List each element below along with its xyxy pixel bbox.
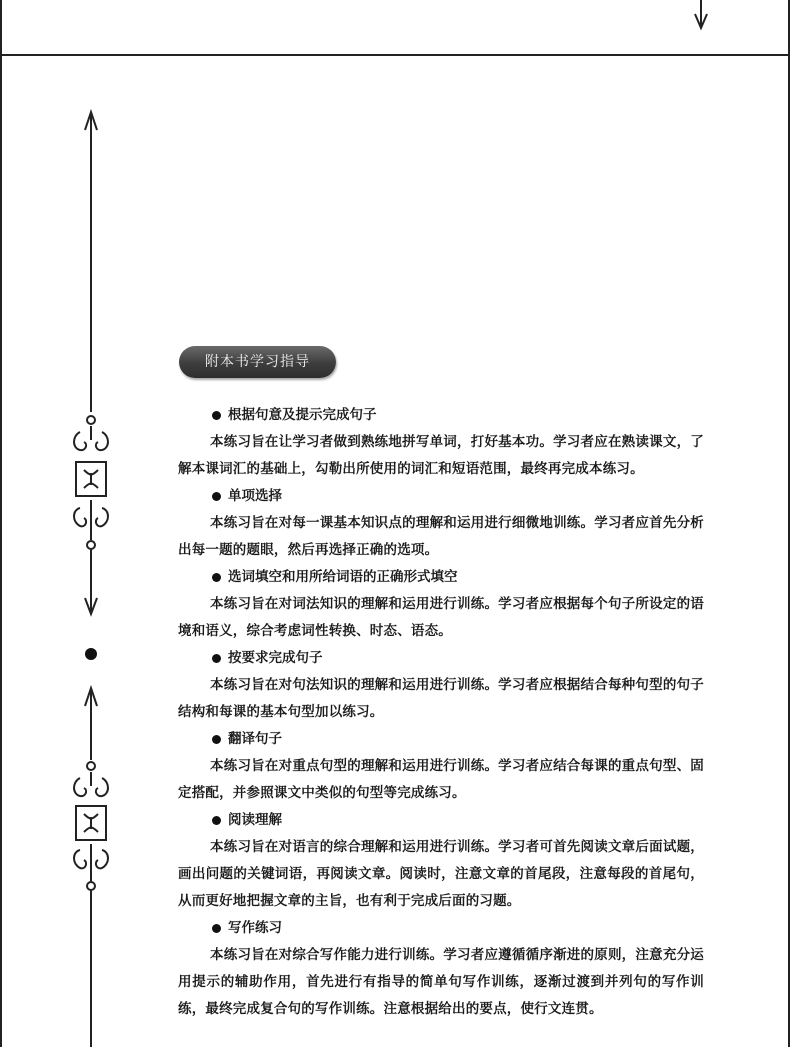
section-body: 本练习旨在对综合写作能力进行训练。学习者应遵循循序渐进的原则，注意充分运用提示的辅助作用，首先进行有指导的简单句写作训练，逐渐过渡到并列句的写作训练，最终完成复合句的写作训练。注意根据给出的要点，使行文连贯。 <box>178 947 704 1017</box>
section-title-text: 单项选择 <box>228 488 282 504</box>
center-dot-icon <box>85 648 97 660</box>
section-title <box>178 645 704 672</box>
guide-content <box>178 402 704 1023</box>
section-title <box>178 402 704 429</box>
guide-section <box>178 402 704 483</box>
guide-section <box>178 645 704 726</box>
section-title-text: 选词填空和用所给词语的正确形式填空 <box>228 569 458 585</box>
section-body: 本练习旨在对词法知识的理解和运用进行训练。学习者应根据每个句子所设定的语境和语义，综合考虑词性转换、时态、语态。 <box>178 596 704 639</box>
knot-motif-icon <box>74 426 108 540</box>
guide-section <box>178 807 704 915</box>
section-body: 本练习旨在对句法知识的理解和运用进行训练。学习者应根据结合每种句型的句子结构和每课的基本句型加以练习。 <box>178 677 704 720</box>
bullet-icon <box>212 654 221 663</box>
section-title <box>178 726 704 753</box>
section-title <box>178 807 704 834</box>
section-title-text: 按要求完成句子 <box>228 650 323 666</box>
guide-section <box>178 915 704 1023</box>
section-title <box>178 915 704 942</box>
section-title-text: 根据句意及提示完成句子 <box>228 407 377 423</box>
section-body: 本练习旨在对每一课基本知识点的理解和运用进行细微地训练。学习者应首先分析出每一题的题眼，然后再选择正确的选项。 <box>178 515 704 558</box>
vertical-rule-ornament <box>85 112 97 1047</box>
bullet-icon <box>212 573 221 582</box>
bullet-icon <box>212 735 221 744</box>
section-body: 本练习旨在让学习者做到熟练地拼写单词，打好基本功。学习者应在熟读课文，了解本课词汇的基础上，勾勒出所使用的词汇和短语范围，最终再完成本练习。 <box>178 434 704 477</box>
top-arrow-icon <box>695 0 707 28</box>
section-title <box>178 483 704 510</box>
section-title-text: 阅读理解 <box>228 812 282 828</box>
bullet-icon <box>212 411 221 420</box>
guide-section <box>178 564 704 645</box>
section-title-text: 写作练习 <box>228 920 282 936</box>
section-title <box>178 564 704 591</box>
section-heading-badge: 附本书学习指导 <box>179 346 336 378</box>
guide-section <box>178 483 704 564</box>
bullet-icon <box>212 492 221 501</box>
section-body: 本练习旨在对语言的综合理解和运用进行训练。学习者可首先阅读文章后面试题，画出问题的关键词语，再阅读文章。阅读时，注意文章的首尾段，注意每段的首尾句，从而更好地把握文章的主旨，也有利于完成后面的习题。 <box>178 839 704 909</box>
bullet-icon <box>212 816 221 825</box>
section-title-text: 翻译句子 <box>228 731 282 747</box>
bullet-icon <box>212 924 221 933</box>
guide-section <box>178 726 704 807</box>
knot-motif-icon-lower <box>74 772 108 882</box>
section-body: 本练习旨在对重点句型的理解和运用进行训练。学习者应结合每课的重点句型、固定搭配，并参照课文中类似的句型等完成练习。 <box>178 758 704 801</box>
